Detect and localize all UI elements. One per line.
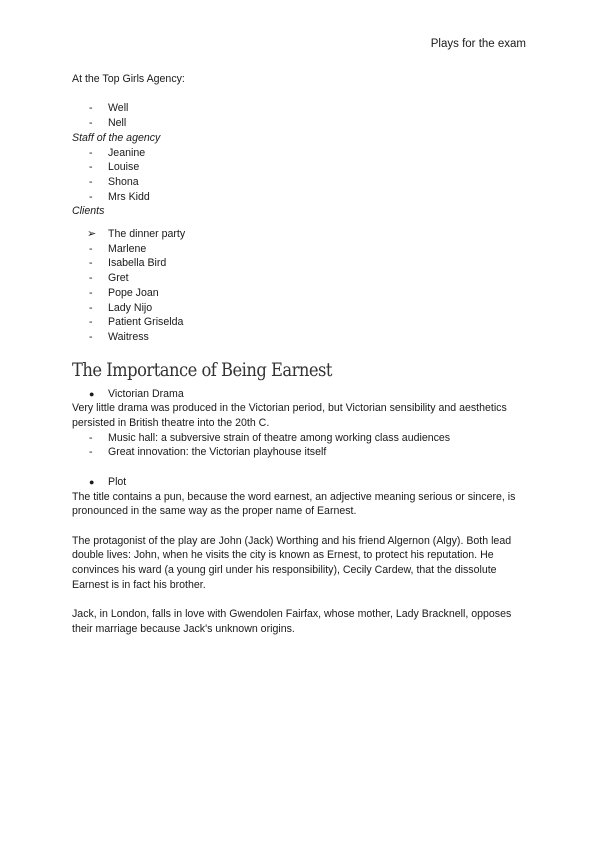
arrow-bullet-icon: ➢: [87, 228, 97, 241]
spacer: [72, 219, 532, 227]
list-item-text: Marlene: [108, 242, 147, 255]
top-girls-intro: At the Top Girls Agency:: [72, 73, 185, 85]
victorian-drama-bullet-list: [72, 387, 532, 402]
dash-marker: -: [89, 431, 93, 444]
dash-marker: -: [89, 257, 93, 270]
plot-paragraph-2: The protagonist of the play are John (Jack) Worthing and his friend Algernon (Algy). Both lead double lives: John, when he visits the city is known as Ernest, to protect his reputation. He convinces his ward (a young girl under his responsibility), Cecily Cardew, that the dissolute Earnest is in fact his brother.: [72, 534, 512, 591]
list-item-text: Mrs Kidd: [108, 190, 150, 203]
dash-marker: -: [89, 316, 93, 329]
list-item-text: Patient Griselda: [108, 316, 184, 329]
list-item-text: Lady Nijo: [108, 301, 153, 314]
list-item-text: Waitress: [108, 330, 149, 343]
list-item: [72, 286, 532, 301]
staff-label: Staff of the agency: [72, 131, 161, 144]
list-item: [72, 315, 532, 330]
dash-marker: -: [89, 272, 93, 285]
list-item: [72, 227, 532, 242]
list-item-text: Music hall: a subversive strain of theatre among working class audiences: [108, 431, 451, 444]
list-item-text: Nell: [108, 117, 127, 130]
plot-bullet-list: [72, 475, 532, 490]
dash-marker: -: [89, 175, 93, 188]
dash-marker: -: [89, 146, 93, 159]
bullet-dot-icon: ●: [89, 388, 95, 399]
list-item-text: Great innovation: the Victorian playhouse itself: [108, 446, 327, 459]
list-item: [72, 330, 532, 345]
list-item: [72, 475, 532, 490]
dash-marker: -: [89, 286, 93, 299]
staff-list: [72, 146, 532, 205]
dash-marker: -: [89, 330, 93, 343]
list-item: [72, 387, 532, 402]
list-item: [72, 175, 532, 190]
dash-marker: -: [89, 301, 93, 314]
list-item-text: Pope Joan: [108, 286, 159, 299]
list-item: [72, 431, 532, 446]
dash-marker: -: [89, 102, 93, 115]
list-item-text: Shona: [108, 175, 139, 188]
dash-marker: -: [89, 117, 93, 130]
bullet-dot-icon: ●: [89, 476, 95, 487]
page-header-title: Plays for the exam: [430, 38, 526, 50]
section-heading: The Importance of Being Earnest: [72, 358, 332, 381]
list-item-text: Isabella Bird: [108, 257, 167, 270]
top-girls-group1-list: [72, 101, 532, 130]
list-item: [72, 445, 532, 460]
victorian-drama-paragraph: Very little drama was produced in the Victorian period, but Victorian sensibility and aesthetics persisted in British theatre into the 20th C.: [72, 402, 507, 430]
victorian-drama-points: [72, 431, 532, 460]
list-item: [72, 271, 532, 286]
list-item-text: Jeanine: [108, 146, 146, 159]
spacer: [72, 87, 532, 102]
dinner-party-list: [72, 227, 532, 345]
list-item-text: Louise: [108, 161, 140, 174]
list-item-text: Well: [108, 102, 129, 115]
spacer: [72, 592, 532, 607]
list-item: [72, 190, 532, 205]
list-item: [72, 146, 532, 161]
list-item: [72, 101, 532, 116]
list-item-text: Victorian Drama: [108, 387, 184, 400]
list-item: [72, 256, 532, 271]
dash-marker: -: [89, 242, 93, 255]
plot-paragraph-3: Jack, in London, falls in love with Gwendolen Fairfax, whose mother, Lady Bracknell, opposes their marriage because Jack's unknown origins.: [72, 608, 512, 635]
spacer: [72, 460, 532, 475]
list-item-text: Plot: [108, 475, 127, 488]
list-item: [72, 160, 532, 175]
dash-marker: -: [89, 190, 93, 203]
list-item: [72, 301, 532, 316]
clients-label: Clients: [72, 205, 105, 218]
list-item: [72, 116, 532, 131]
list-item: [72, 242, 532, 257]
list-item-text: Gret: [108, 272, 129, 285]
plot-paragraph-1: The title contains a pun, because the word earnest, an adjective meaning serious or sincere, is pronounced in the same way as the proper name of Earnest.: [72, 490, 516, 518]
dash-marker: -: [89, 446, 93, 459]
spacer: [72, 519, 532, 534]
list-item-text: The dinner party: [108, 228, 186, 241]
document-body: [72, 72, 532, 637]
dash-marker: -: [89, 161, 93, 174]
